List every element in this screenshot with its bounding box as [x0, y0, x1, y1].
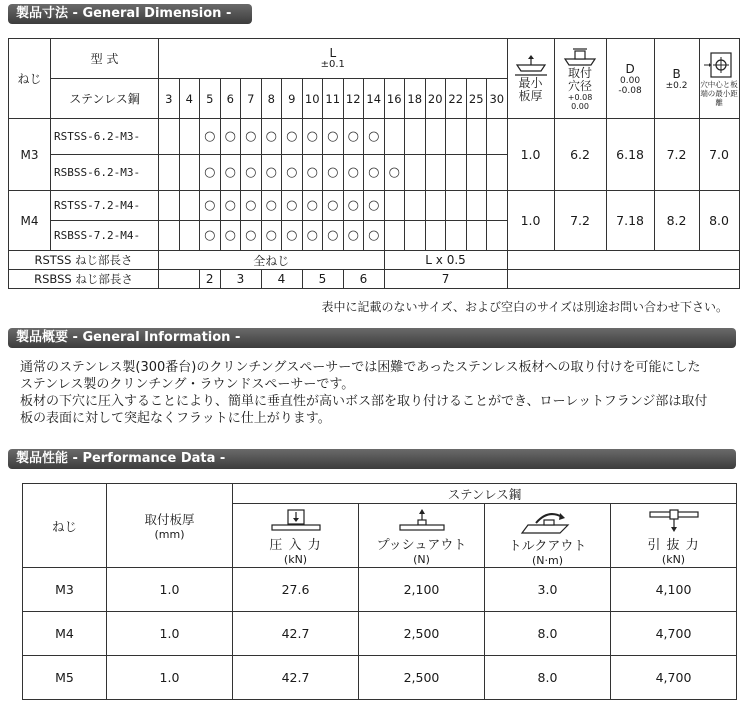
mark-cell — [159, 155, 180, 191]
thread-cell: M3 — [9, 119, 51, 191]
torque-icon — [518, 507, 578, 535]
overview-line: ステンレス製のクリンチング・ラウンドスペーサーです。 — [20, 377, 355, 392]
overview-paragraph-1 — [20, 359, 740, 393]
mark-cell — [466, 191, 487, 221]
perf-thickness-header — [107, 484, 233, 568]
rsbss-length-value: 2 — [200, 270, 221, 289]
press-icon — [266, 508, 326, 534]
mark-cell: ○ — [302, 119, 323, 155]
mark-cell — [384, 191, 405, 221]
mark-cell — [384, 221, 405, 251]
D-label: D — [625, 61, 635, 76]
mark-cell — [405, 119, 426, 155]
perf-thickness-unit: (mm) — [154, 528, 185, 541]
mark-cell — [405, 191, 426, 221]
perf-thickness-cell: 1.0 — [107, 612, 233, 656]
L-value-cell: 8 — [261, 79, 282, 119]
mark-cell: ○ — [323, 119, 344, 155]
B-cell: 7.2 — [654, 119, 699, 191]
mark-cell: ○ — [364, 119, 385, 155]
rsbss-length-value: 4 — [261, 270, 302, 289]
mark-cell: ○ — [282, 221, 303, 251]
perf-value-cell: 4,700 — [611, 656, 737, 700]
L-value-cell: 25 — [466, 79, 487, 119]
perf-thickness-cell: 1.0 — [107, 568, 233, 612]
mark-cell: ○ — [220, 191, 241, 221]
B-label: B — [672, 66, 681, 81]
perf-thread-cell: M5 — [23, 656, 107, 700]
mark-cell — [446, 191, 467, 221]
perf-col-unit: (kN) — [661, 552, 686, 566]
hole-label: 取付穴径 — [568, 65, 593, 93]
L-value-cell: 7 — [241, 79, 262, 119]
mark-cell — [466, 221, 487, 251]
perf-value-cell: 8.0 — [485, 612, 611, 656]
mark-cell — [446, 155, 467, 191]
mark-cell: ○ — [241, 221, 262, 251]
mark-cell — [384, 119, 405, 155]
edge-cell: 8.0 — [699, 191, 739, 251]
perf-col-pullout — [611, 504, 737, 568]
rsbss-length-label: RSBSS ねじ部長さ — [9, 270, 159, 289]
mark-cell — [487, 191, 508, 221]
rsbss-length-value: 6 — [343, 270, 384, 289]
rstss-length-formula: L x 0.5 — [384, 251, 507, 270]
rsbss-length-value: 7 — [384, 270, 507, 289]
perf-value-cell: 2,500 — [359, 656, 485, 700]
table-row — [23, 656, 737, 700]
overview-line: 通常のステンレス製(300番台)のクリンチングスペーサーでは困難であったステンレス板材への取り付けを可能にした — [20, 360, 701, 375]
rstss-length-label: RSTSS ねじ部長さ — [9, 251, 159, 270]
mark-cell: ○ — [343, 155, 364, 191]
mark-cell — [425, 155, 446, 191]
perf-col-label: トルクアウト — [508, 538, 587, 554]
perf-col-unit: (N·m) — [531, 553, 564, 567]
L-value-cell: 22 — [446, 79, 467, 119]
L-tolerance: ±0.1 — [320, 59, 345, 70]
mark-cell: ○ — [200, 191, 221, 221]
model-cell: RSTSS-6.2-M3- — [51, 119, 159, 155]
L-value-cell: 18 — [405, 79, 426, 119]
mark-cell: ○ — [220, 221, 241, 251]
mark-cell — [179, 191, 200, 221]
B-cell: 8.2 — [654, 191, 699, 251]
mark-cell — [425, 119, 446, 155]
mark-cell — [487, 119, 508, 155]
L-value-cell: 11 — [323, 79, 344, 119]
rsbss-length-row — [9, 270, 740, 289]
hole-tol-plus: +0.08 — [567, 92, 593, 102]
D-tol-b: -0.08 — [618, 85, 642, 96]
section-title-dimension: 製品寸法 - General Dimension - — [8, 4, 252, 24]
rsbss-length-blank — [507, 270, 739, 289]
perf-value-cell: 2,100 — [359, 568, 485, 612]
mark-cell — [466, 155, 487, 191]
perf-thickness-cell: 1.0 — [107, 656, 233, 700]
L-value-cell: 12 — [343, 79, 364, 119]
mark-cell: ○ — [282, 191, 303, 221]
mark-cell — [466, 119, 487, 155]
hole-header — [554, 39, 606, 119]
perf-col-label: 圧 入 力 — [269, 537, 322, 553]
perf-value-cell: 27.6 — [233, 568, 359, 612]
perf-col-torque — [485, 504, 611, 568]
thread-cell: M4 — [9, 191, 51, 251]
mark-cell: ○ — [323, 155, 344, 191]
mark-cell: ○ — [323, 221, 344, 251]
mark-cell: ○ — [384, 155, 405, 191]
mark-cell: ○ — [343, 221, 364, 251]
perf-thickness-label: 取付板厚 — [144, 512, 195, 527]
dimension-note: 表中に記載のないサイズ、および空白のサイズは別途お問い合わせ下さい。 — [321, 300, 728, 314]
table-row — [9, 191, 740, 221]
rstss-length-blank — [507, 251, 739, 270]
mark-cell — [487, 155, 508, 191]
mark-cell — [405, 221, 426, 251]
D-header — [606, 39, 654, 119]
edge-cell: 7.0 — [699, 119, 739, 191]
hole-icon — [562, 47, 598, 67]
section-title-overview: 製品概要 - General Information - — [8, 328, 736, 348]
performance-table — [22, 483, 737, 700]
min-thickness-header — [507, 39, 554, 119]
thread-header: ねじ — [9, 39, 51, 119]
mark-cell: ○ — [241, 155, 262, 191]
mark-cell: ○ — [261, 119, 282, 155]
min-thickness-cell: 1.0 — [507, 191, 554, 251]
perf-value-cell: 2,500 — [359, 612, 485, 656]
perf-value-cell: 8.0 — [485, 656, 611, 700]
L-value-cell: 16 — [384, 79, 405, 119]
model-cell: RSTSS-7.2-M4- — [51, 191, 159, 221]
edge-distance-icon — [703, 50, 735, 80]
material-header: ステンレス鋼 — [51, 79, 159, 119]
rsbss-length-blank — [159, 270, 200, 289]
perf-value-cell: 3.0 — [485, 568, 611, 612]
D-tol-a: 0.00 — [620, 75, 641, 86]
mark-cell: ○ — [261, 221, 282, 251]
perf-value-cell: 42.7 — [233, 612, 359, 656]
L-value-cell: 14 — [364, 79, 385, 119]
perf-col-press — [233, 504, 359, 568]
hole-tol-zero: 0.00 — [571, 101, 589, 111]
mark-cell — [446, 119, 467, 155]
mark-cell — [159, 119, 180, 155]
mark-cell: ○ — [343, 191, 364, 221]
mark-cell: ○ — [302, 221, 323, 251]
min-thickness-icon — [513, 55, 549, 77]
mark-cell: ○ — [343, 119, 364, 155]
rsbss-length-value: 5 — [302, 270, 343, 289]
B-tol: ±0.2 — [665, 80, 688, 91]
D-cell: 7.18 — [606, 191, 654, 251]
mark-cell: ○ — [282, 119, 303, 155]
table-row — [23, 568, 737, 612]
rstss-length-row — [9, 251, 740, 270]
mark-cell: ○ — [302, 191, 323, 221]
L-value-cell: 9 — [282, 79, 303, 119]
perf-material-header: ステンレス鋼 — [233, 484, 737, 504]
hole-cell: 6.2 — [554, 119, 606, 191]
L-value-cell: 3 — [159, 79, 180, 119]
perf-thread-cell: M4 — [23, 612, 107, 656]
perf-col-label: プッシュアウト — [376, 537, 467, 553]
mark-cell: ○ — [200, 155, 221, 191]
dimension-table — [8, 38, 740, 289]
mark-cell — [425, 221, 446, 251]
pushout-icon — [392, 508, 452, 534]
model-cell: RSBSS-7.2-M4- — [51, 221, 159, 251]
edge-label: 穴中心と板端の最小距離 — [700, 80, 738, 107]
table-row — [9, 119, 740, 155]
section-title-performance: 製品性能 - Performance Data - — [8, 449, 736, 469]
pullout-icon — [644, 508, 704, 534]
mark-cell — [179, 155, 200, 191]
model-cell: RSBSS-6.2-M3- — [51, 155, 159, 191]
perf-col-unit: (kN) — [283, 552, 308, 566]
perf-col-unit: (N) — [413, 552, 430, 566]
mark-cell: ○ — [364, 221, 385, 251]
mark-cell: ○ — [200, 221, 221, 251]
overview-line: 板の表面に対して突起なくフラットに仕上がります。 — [20, 411, 331, 426]
mark-cell: ○ — [261, 155, 282, 191]
min-thickness-cell: 1.0 — [507, 119, 554, 191]
mark-cell: ○ — [302, 155, 323, 191]
perf-col-label: 引 抜 力 — [647, 537, 700, 553]
mark-cell — [425, 191, 446, 221]
rsbss-length-value: 3 — [220, 270, 261, 289]
perf-value-cell: 42.7 — [233, 656, 359, 700]
mark-cell — [159, 221, 180, 251]
perf-thread-header: ねじ — [23, 484, 107, 568]
B-header — [654, 39, 699, 119]
mark-cell: ○ — [364, 155, 385, 191]
mark-cell: ○ — [200, 119, 221, 155]
L-value-cell: 30 — [487, 79, 508, 119]
mark-cell: ○ — [261, 191, 282, 221]
L-label: L — [329, 46, 337, 60]
rstss-full-thread: 全ねじ — [159, 251, 385, 270]
mark-cell — [446, 221, 467, 251]
L-value-cell: 20 — [425, 79, 446, 119]
mark-cell — [179, 119, 200, 155]
overview-line: 板材の下穴に圧入することにより、簡単に垂直性が高いボス部を取り付けることができ、ローレットフランジ部は取付 — [20, 394, 708, 409]
perf-value-cell: 4,700 — [611, 612, 737, 656]
mark-cell — [159, 191, 180, 221]
D-cell: 6.18 — [606, 119, 654, 191]
mark-cell: ○ — [241, 119, 262, 155]
mark-cell — [179, 221, 200, 251]
min-thickness-label: 最小板厚 — [518, 75, 543, 103]
perf-col-pushout — [359, 504, 485, 568]
perf-value-cell: 4,100 — [611, 568, 737, 612]
edge-header — [699, 39, 739, 119]
L-value-cell: 10 — [302, 79, 323, 119]
model-header: 型 式 — [51, 39, 159, 79]
mark-cell — [405, 155, 426, 191]
mark-cell: ○ — [282, 155, 303, 191]
overview-paragraph-2 — [20, 393, 740, 427]
mark-cell: ○ — [220, 119, 241, 155]
L-value-cell: 6 — [220, 79, 241, 119]
mark-cell: ○ — [220, 155, 241, 191]
mark-cell: ○ — [323, 191, 344, 221]
perf-thread-cell: M3 — [23, 568, 107, 612]
mark-cell — [487, 221, 508, 251]
L-value-cell: 5 — [200, 79, 221, 119]
mark-cell: ○ — [364, 191, 385, 221]
mark-cell: ○ — [241, 191, 262, 221]
hole-cell: 7.2 — [554, 191, 606, 251]
L-value-cell: 4 — [179, 79, 200, 119]
L-header — [159, 39, 508, 79]
table-row — [23, 612, 737, 656]
